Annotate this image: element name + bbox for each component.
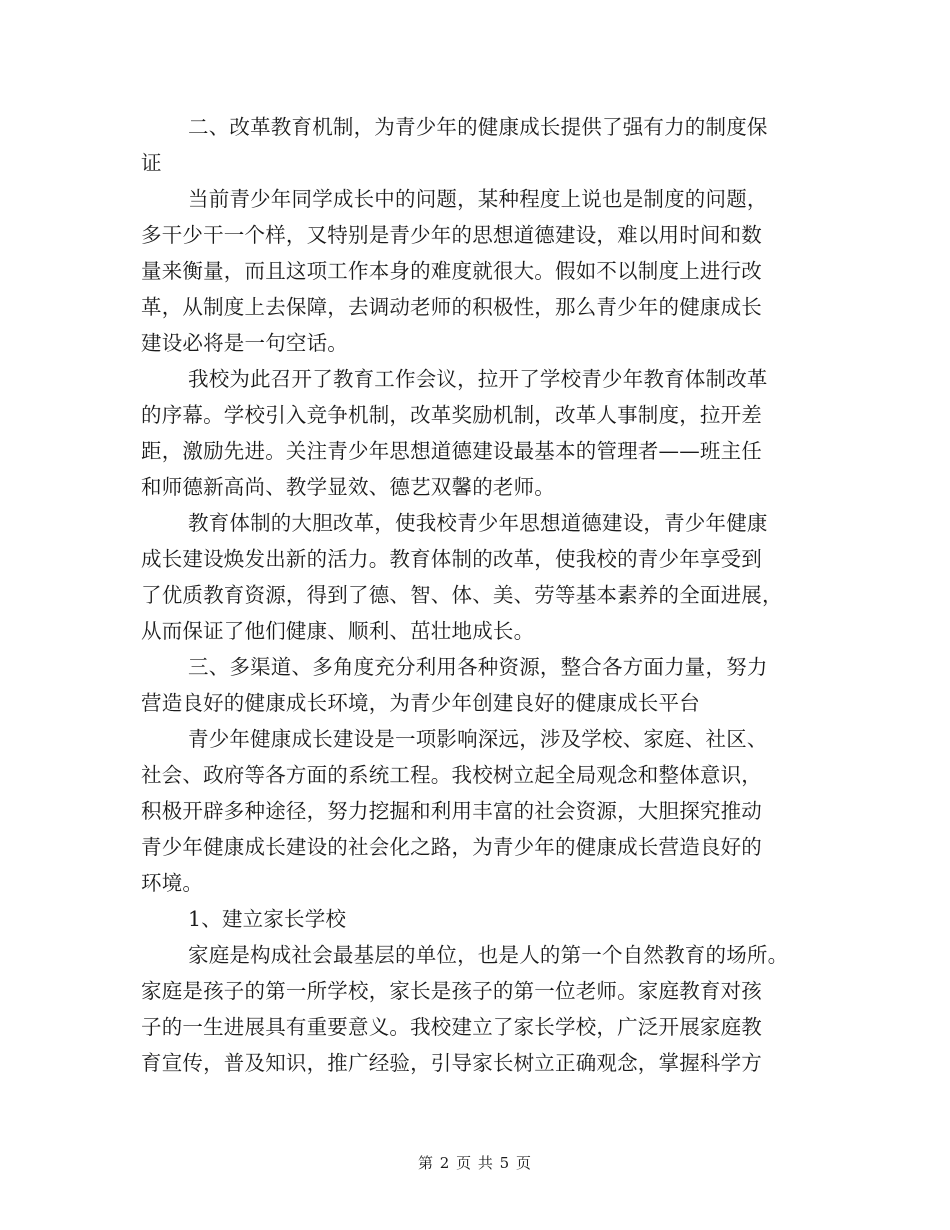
paragraph-line: 育宣传，普及知识，推广经验，引导家长树立正确观念，掌握科学方 <box>141 1051 762 1075</box>
paragraph-line: 成长建设焕发出新的活力。教育体制的改革，使我校的青少年享受到 <box>141 547 762 571</box>
paragraph-line: 了优质教育资源，得到了德、智、体、美、劳等基本素养的全面进展， <box>141 583 783 607</box>
paragraph-line: 革，从制度上去保障，去调动老师的积极性，那么青少年的健康成长 <box>141 295 762 319</box>
paragraph-line: 家庭是孩子的第一所学校，家长是孩子的第一位老师。家庭教育对孩 <box>141 979 762 1003</box>
paragraph-line: 子的一生进展具有重要意义。我校建立了家长学校，广泛开展家庭教 <box>141 1015 762 1039</box>
heading-section-two-line-2: 证 <box>141 151 162 175</box>
paragraph-line: 我校为此召开了教育工作会议，拉开了学校青少年教育体制改革 <box>188 367 768 391</box>
heading-section-three-line-1: 三、多渠道、多角度充分利用各种资源，整合各方面力量，努力 <box>188 655 768 679</box>
heading-section-three-line-2: 营造良好的健康成长环境，为青少年创建良好的健康成长平台 <box>141 691 700 715</box>
paragraph-line: 青少年健康成长建设的社会化之路，为青少年的健康成长营造良好的 <box>141 835 762 859</box>
paragraph-line: 量来衡量，而且这项工作本身的难度就很大。假如不以制度上进行改 <box>141 259 762 283</box>
paragraph-line: 距，激励先进。关注青少年思想道德建设最基本的管理者——班主任 <box>141 439 762 463</box>
paragraph-line: 环境。 <box>141 871 204 895</box>
paragraph-line: 家庭是构成社会最基层的单位，也是人的第一个自然教育的场所。 <box>188 943 789 967</box>
paragraph-line: 当前青少年同学成长中的问题，某种程度上说也是制度的问题， <box>188 187 768 211</box>
paragraph-line: 积极开辟多种途径，努力挖掘和利用丰富的社会资源，大胆探究推动 <box>141 799 762 823</box>
page-number-footer: 第 2 页 共 5 页 <box>418 1154 532 1172</box>
subheading-parent-school: 1、建立家长学校 <box>188 907 347 931</box>
paragraph-line: 和师德新高尚、教学显效、德艺双馨的老师。 <box>141 475 555 499</box>
paragraph-line: 社会、政府等各方面的系统工程。我校树立起全局观念和整体意识， <box>141 763 762 787</box>
paragraph-line: 从而保证了他们健康、顺利、茁壮地成长。 <box>141 619 535 643</box>
heading-section-two-line-1: 二、改革教育机制，为青少年的健康成长提供了强有力的制度保 <box>188 115 768 139</box>
paragraph-line: 多干少干一个样，又特别是青少年的思想道德建设，难以用时间和数 <box>141 223 762 247</box>
paragraph-line: 教育体制的大胆改革，使我校青少年思想道德建设，青少年健康 <box>188 511 768 535</box>
paragraph-line: 的序幕。学校引入竞争机制，改革奖励机制，改革人事制度，拉开差 <box>141 403 762 427</box>
paragraph-line: 建设必将是一句空话。 <box>141 331 348 355</box>
paragraph-line: 青少年健康成长建设是一项影响深远，涉及学校、家庭、社区、 <box>188 727 768 751</box>
